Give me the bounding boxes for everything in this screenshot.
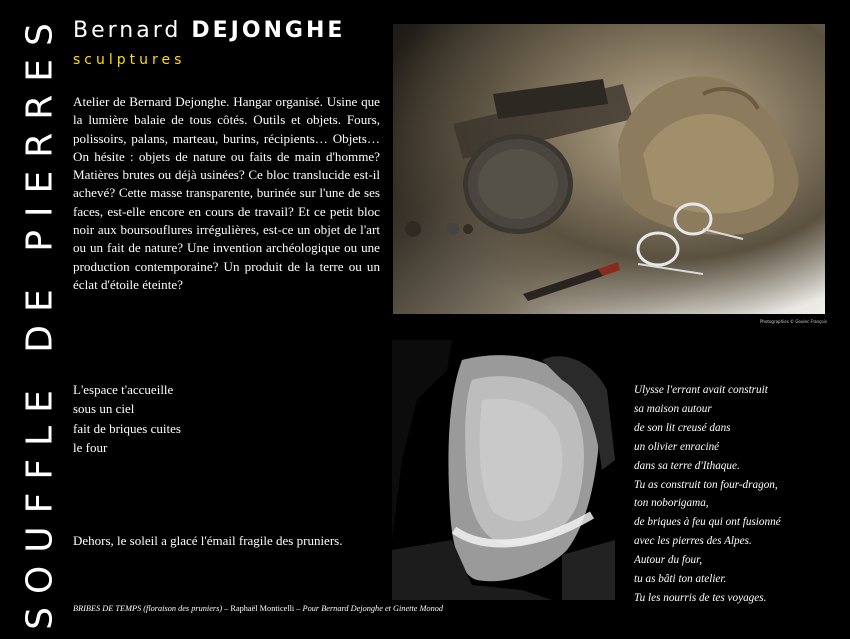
poem-left-line: fait de briques cuites	[73, 420, 181, 436]
poem-left-line: le four	[73, 440, 108, 456]
poem-right-line: sa maison autour	[634, 402, 712, 415]
photo-credit: Photographies © Goulec François	[760, 319, 827, 324]
poem-right	[634, 381, 781, 608]
artist-last-name: DEJONGHE	[191, 18, 346, 43]
vertical-title	[10, 0, 70, 639]
poem-right-line: un olivier enraciné	[634, 440, 720, 453]
poem-left-line: L'espace t'accueille	[73, 382, 174, 397]
poem-right-line: dans sa terre d'Ithaque.	[634, 459, 740, 472]
footer-book: BRIBES DE TEMPS (floraison des pruniers)	[73, 604, 223, 613]
footer-author: Raphaël Monticelli	[230, 604, 295, 613]
subtitle: sculptures	[73, 52, 186, 68]
artist-first-name: Bernard	[73, 18, 182, 43]
poem-right-line: avec les pierres des Alpes.	[634, 535, 752, 548]
footer-separator: –	[222, 604, 231, 613]
stone-photo	[392, 340, 615, 600]
outside-line: Dehors, le soleil a glacé l'émail fragile des pruniers.	[73, 533, 343, 548]
footer-credits	[73, 604, 443, 613]
poem-right-line: Tu as construit ton four-dragon,	[634, 478, 778, 491]
intro-text: Atelier de Bernard Dejonghe. Hangar organisé. Usine que la lumière balaie de tous côtés. Outils et objets. Fours, polissoirs, palans, marteau, burins, récipients… Objets… On hésite : objets de nature ou faits de main d'homme? Matières brutes ou déjà usinées? Ce bloc translucide est-il achevé? Cette masse transparente, burinée sur l'une de ses faces, est-elle encore en cours de travail? Et ce petit bloc noir aux boursouflures irrégulières, est-ce un objet de l'art ou un fait de nature? Une invention archéologique ou une production contemporaine? Un produit de la terre ou un éclat d'étoile éteinte?	[73, 94, 380, 292]
footer-dedication: Pour Bernard Dejonghe et Ginette Monod	[302, 604, 444, 613]
stone-photo-drawing	[392, 340, 615, 600]
poem-right-line: ton noborigama,	[634, 497, 709, 510]
footer-separator: –	[294, 604, 303, 613]
artist-name	[73, 18, 345, 43]
vertical-title-text: SOUFFLE DE PIERRES	[19, 9, 61, 630]
poem-right-line: Autour du four,	[634, 554, 703, 567]
workshop-photo	[393, 24, 825, 314]
poem-right-line: Ulysse l'errant avait construit	[634, 384, 768, 396]
poem-right-line: de briques à feu qui ont fusionné	[634, 516, 781, 529]
workshop-photo-drawing	[393, 24, 825, 314]
poem-right-line: tu as bâti ton atelier.	[634, 573, 727, 586]
poem-right-line: Tu les nourris de tes voyages.	[634, 591, 767, 604]
poem-left-line: sous un ciel	[73, 401, 135, 417]
poem-left	[73, 380, 181, 458]
poem-right-line: de son lit creusé dans	[634, 421, 731, 434]
